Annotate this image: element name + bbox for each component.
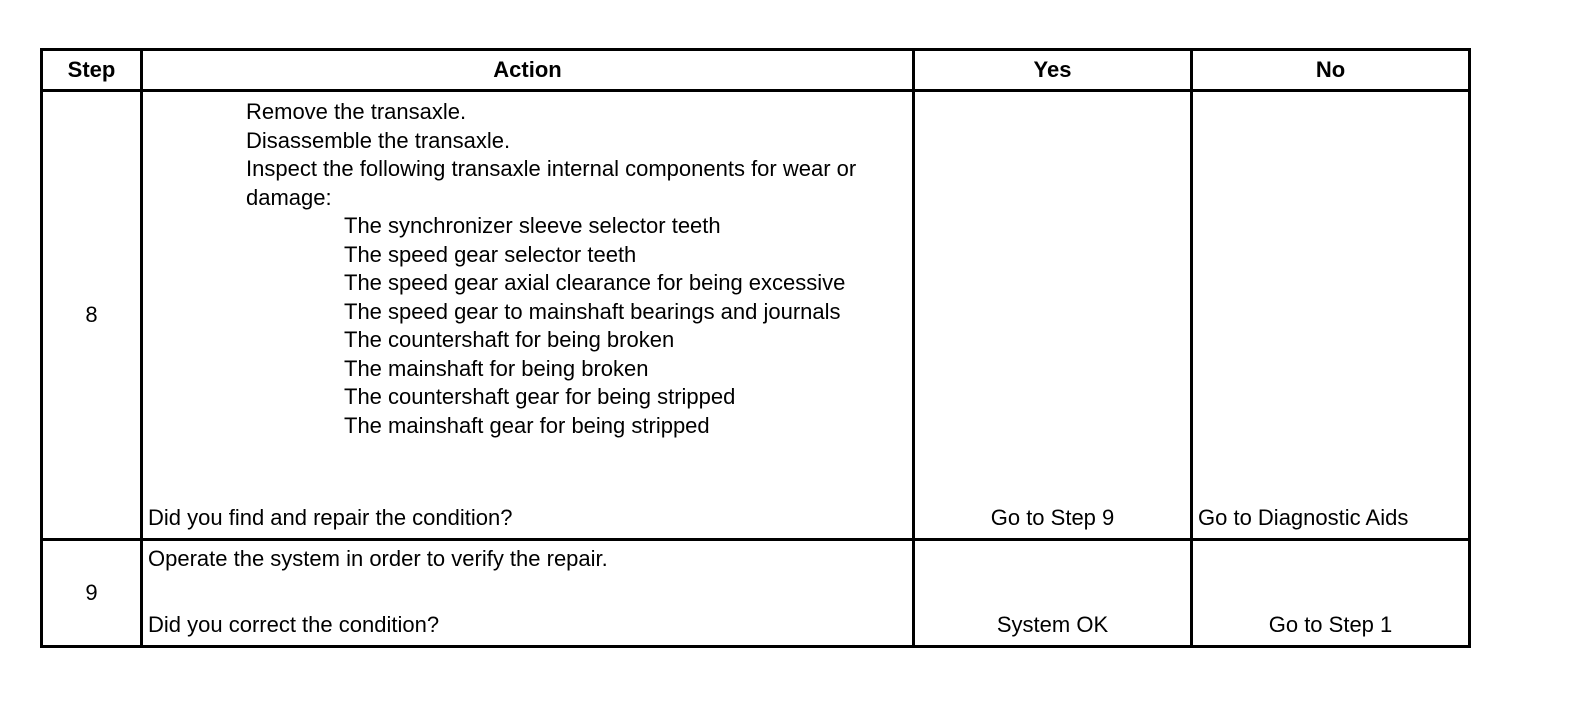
yes-answer: System OK xyxy=(996,612,1109,637)
inspect-item: The speed gear to mainshaft bearings and journals xyxy=(344,298,841,324)
inspect-item: The mainshaft gear for being stripped xyxy=(344,412,710,438)
no-answer: Go to Step 1 xyxy=(1268,612,1393,637)
action-item-inspect xyxy=(246,155,912,440)
no-answer: Go to Diagnostic Aids xyxy=(1198,505,1409,530)
action-text: Operate the system in order to verify the repair. xyxy=(148,546,608,571)
inspect-item: The synchronizer sleeve selector teeth xyxy=(344,213,721,238)
inspect-list xyxy=(246,212,912,440)
action-item: Disassemble the transaxle. xyxy=(246,127,511,153)
question-text: Did you find and repair the condition? xyxy=(148,505,513,530)
no-cell xyxy=(1192,540,1470,647)
yes-cell xyxy=(914,540,1192,647)
step-number: 9 xyxy=(42,540,142,647)
no-cell xyxy=(1192,91,1470,540)
step-number: 8 xyxy=(42,91,142,540)
header-action: Action xyxy=(142,50,914,91)
inspect-item: The speed gear selector teeth xyxy=(344,241,637,267)
action-list xyxy=(143,92,912,440)
inspect-item: The speed gear axial clearance for being excessive xyxy=(344,270,846,295)
table-row xyxy=(42,540,1470,647)
yes-answer: Go to Step 9 xyxy=(990,505,1115,530)
inspect-item: The countershaft for being broken xyxy=(344,327,675,352)
diagnostic-table xyxy=(40,48,1471,648)
inspect-item: The countershaft gear for being stripped xyxy=(344,384,736,409)
table-row xyxy=(42,91,1470,540)
action-item: Remove the transaxle. xyxy=(246,99,467,124)
header-yes: Yes xyxy=(914,50,1192,91)
header-row xyxy=(42,50,1470,91)
action-item-text: Inspect the following transaxle internal components for wear or damage: xyxy=(246,156,857,210)
header-no: No xyxy=(1192,50,1470,91)
header-step: Step xyxy=(42,50,142,91)
inspect-item: The mainshaft for being broken xyxy=(344,355,649,381)
question-text: Did you correct the condition? xyxy=(148,612,440,637)
action-cell xyxy=(142,540,914,647)
yes-cell xyxy=(914,91,1192,540)
action-cell xyxy=(142,91,914,540)
